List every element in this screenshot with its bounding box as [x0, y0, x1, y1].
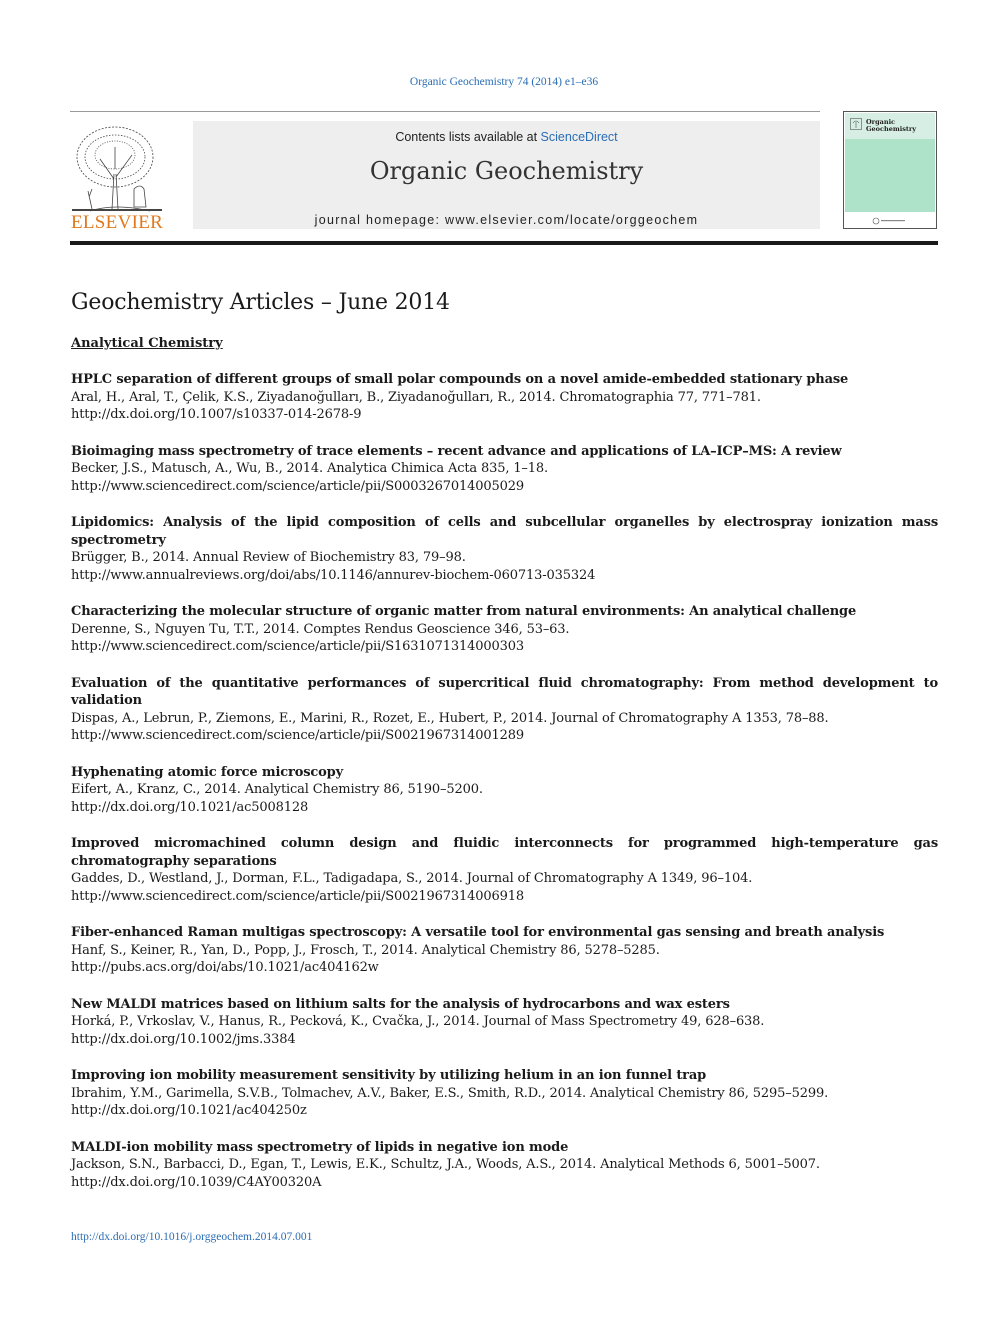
list-item — [71, 603, 938, 656]
entry-title: MALDI-ion mobility mass spectrometry of lipids in negative ion mode — [71, 1139, 569, 1155]
entry-url[interactable]: http://www.sciencedirect.com/science/article/pii/S0021967314006918 — [71, 888, 524, 904]
entry-reference: Jackson, S.N., Barbacci, D., Egan, T., Lewis, E.K., Schultz, J.A., Woods, A.S., 2014. Analytical Methods 6, 5001–5007. — [71, 1157, 820, 1172]
cover-title — [866, 119, 916, 133]
list-item — [71, 835, 938, 905]
section-heading: Analytical Chemistry — [71, 336, 223, 351]
cover-title-line-2: Geochemistry — [866, 125, 917, 133]
list-item — [71, 675, 938, 745]
sciencedirect-link[interactable]: ScienceDirect — [540, 130, 618, 144]
entry-reference: Eifert, A., Kranz, C., 2014. Analytical Chemistry 86, 5190–5200. — [71, 782, 483, 797]
contents-prefix: Contents lists available at — [395, 130, 541, 144]
entry-reference: Hanf, S., Keiner, R., Yan, D., Popp, J., Frosch, T., 2014. Analytical Chemistry 86, 5278–5285. — [71, 942, 660, 958]
contents-availability — [193, 130, 820, 144]
header-rule — [70, 241, 938, 245]
list-item — [71, 764, 938, 817]
article-doi-link[interactable]: http://dx.doi.org/10.1016/j.orggeochem.2014.07.001 — [71, 1231, 313, 1243]
cover-elsevier-icon — [850, 118, 862, 130]
journal-banner — [193, 121, 820, 229]
entry-title: Bioimaging mass spectrometry of trace elements – recent advance and applications of LA–ICP–MS: A review — [71, 443, 842, 459]
publisher-wordmark: ELSEVIER — [71, 212, 164, 233]
entry-url[interactable]: http://dx.doi.org/10.1039/C4AY00320A — [71, 1174, 322, 1190]
journal-citation[interactable]: Organic Geochemistry 74 (2014) e1–e36 — [409, 76, 599, 88]
entry-title: Improving ion mobility measurement sensitivity by utilizing helium in an ion funnel trap — [71, 1068, 707, 1083]
entry-url[interactable]: http://www.sciencedirect.com/science/article/pii/S1631071314000303 — [71, 639, 524, 654]
cover-title-line-1: Organic — [866, 118, 895, 126]
entry-title: Improved micromachined column design and fluidic interconnects for programmed high-temperature gas chromatography separations — [71, 836, 938, 869]
list-item — [71, 996, 938, 1049]
entry-url[interactable]: http://dx.doi.org/10.1002/jms.3384 — [71, 1031, 296, 1047]
entry-title: Evaluation of the quantitative performances of supercritical fluid chromatography: From method development to validation — [71, 675, 938, 708]
journal-header — [70, 111, 938, 246]
list-item — [71, 443, 938, 496]
cover-color-band — [845, 139, 935, 212]
journal-cover-thumbnail[interactable] — [843, 111, 937, 229]
entry-title: Characterizing the molecular structure of organic matter from natural environments: An analytical challenge — [71, 604, 857, 619]
entry-title: Hyphenating atomic force microscopy — [71, 764, 344, 780]
entry-reference: Ibrahim, Y.M., Garimella, S.V.B., Tolmachev, A.V., Baker, E.S., Smith, R.D., 2014. Analytical Chemistry 86, 5295–5299. — [71, 1085, 829, 1101]
page-title: Geochemistry Articles – June 2014 — [71, 290, 450, 315]
entry-title: New MALDI matrices based on lithium salts for the analysis of hydrocarbons and wax esters — [71, 996, 730, 1012]
entry-title: HPLC separation of different groups of small polar compounds on a novel amide-embedded stationary phase — [71, 372, 849, 387]
header-top-rule — [70, 111, 820, 112]
entry-reference: Aral, H., Aral, T., Çelik, K.S., Ziyadanoğulları, B., Ziyadanoğulları, R., 2014. Chromatographia 77, 771–781. — [71, 389, 761, 405]
list-item — [71, 1139, 938, 1192]
entry-url[interactable]: http://pubs.acs.org/doi/abs/10.1021/ac404162w — [71, 960, 379, 975]
journal-homepage[interactable]: journal homepage: www.elsevier.com/locate/orggeochem — [314, 213, 699, 227]
entry-url[interactable]: http://dx.doi.org/10.1021/ac404250z — [71, 1103, 307, 1118]
entry-url[interactable]: http://dx.doi.org/10.1007/s10337-014-2678-9 — [71, 407, 362, 422]
journal-name: Organic Geochemistry — [369, 157, 644, 185]
entry-url[interactable]: http://www.sciencedirect.com/science/article/pii/S0021967314001289 — [71, 728, 524, 743]
list-item — [71, 1067, 938, 1120]
entry-url[interactable]: http://www.annualreviews.org/doi/abs/10.1146/annurev-biochem-060713-035324 — [71, 567, 596, 583]
entry-url[interactable]: http://www.sciencedirect.com/science/article/pii/S0003267014005029 — [71, 478, 524, 494]
article-content — [71, 290, 938, 1210]
entry-reference: Brügger, B., 2014. Annual Review of Biochemistry 83, 79–98. — [71, 550, 466, 565]
entry-reference: Gaddes, D., Westland, J., Dorman, F.L., Tadigadapa, S., 2014. Journal of Chromatography A 1349, 96–104. — [71, 871, 753, 886]
entry-reference: Becker, J.S., Matusch, A., Wu, B., 2014. Analytica Chimica Acta 835, 1–18. — [71, 461, 549, 476]
entry-reference: Dispas, A., Lebrun, P., Ziemons, E., Marini, R., Rozet, E., Hubert, P., 2014. Journal of Chromatography A 1353, 78–88. — [71, 710, 829, 726]
entry-reference: Horká, P., Vrkoslav, V., Hanus, R., Pecková, K., Cvačka, J., 2014. Journal of Mass Spectrometry 49, 628–638. — [71, 1014, 765, 1029]
list-item — [71, 924, 938, 977]
list-item — [71, 514, 938, 584]
entry-title: Fiber-enhanced Raman multigas spectroscopy: A versatile tool for environmental gas sensing and breath analysis — [71, 925, 885, 940]
entry-url[interactable]: http://dx.doi.org/10.1021/ac5008128 — [71, 799, 309, 815]
list-item — [71, 371, 938, 424]
entry-reference: Derenne, S., Nguyen Tu, T.T., 2014. Comptes Rendus Geoscience 346, 53–63. — [71, 621, 570, 637]
entry-list — [71, 371, 938, 1191]
cover-publisher-mark-icon — [872, 217, 908, 225]
entry-title: Lipidomics: Analysis of the lipid composition of cells and subcellular organelles by electrospray ionization mass spectrometry — [71, 515, 938, 548]
